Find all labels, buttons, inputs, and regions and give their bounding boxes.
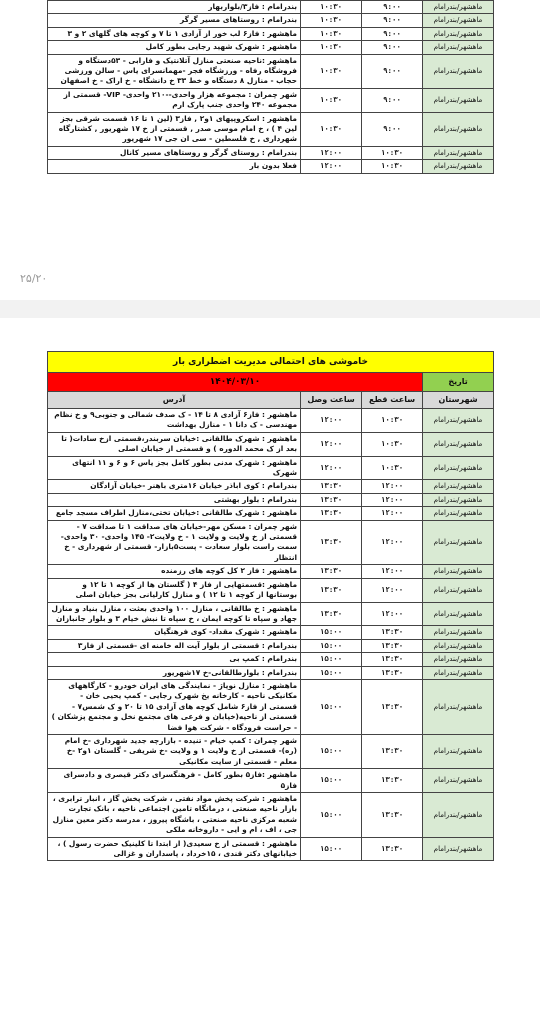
cell-city: ماهشهر/بندرامام [423, 1, 494, 14]
cell-address: بندرامام : فاز۳/بلواربهار [48, 1, 301, 14]
cell-city: ماهشهر/بندرامام [423, 639, 494, 652]
cell-end-time: ۱۲:۰۰ [301, 432, 362, 456]
cell-address: بندرامام : کمپ بی [48, 653, 301, 666]
cell-address: فعلا بدون بار [48, 160, 301, 173]
cell-start-time: ۱۳:۳۰ [362, 837, 423, 861]
cell-start-time: ۱۳:۳۰ [362, 679, 423, 734]
cell-city: ماهشهر/بندرامام [423, 837, 494, 861]
table-row [48, 146, 494, 159]
cell-start-time: ۱۲:۰۰ [362, 565, 423, 578]
table-row [48, 679, 494, 734]
cell-city: ماهشهر/بندرامام [423, 666, 494, 679]
cell-city: ماهشهر/بندرامام [423, 626, 494, 639]
table-row [48, 160, 494, 173]
cell-start-time: ۹:۰۰ [362, 1, 423, 14]
table-row [48, 480, 494, 493]
cell-start-time: ۱۲:۰۰ [362, 480, 423, 493]
cell-address: بندرامام : روستاهای مسیر گرگر [48, 14, 301, 27]
table-row [48, 793, 494, 838]
cell-start-time: ۱۰:۳۰ [362, 432, 423, 456]
cell-start-time: ۱۲:۰۰ [362, 520, 423, 565]
cell-end-time: ۱۲:۰۰ [301, 160, 362, 173]
table-row [48, 507, 494, 520]
cell-end-time: ۱۰:۳۰ [301, 112, 362, 146]
table-title: خاموشی های احتمالی مدیریت اضطراری بار [48, 352, 494, 373]
cell-start-time: ۱۳:۳۰ [362, 626, 423, 639]
cell-city: ماهشهر/بندرامام [423, 432, 494, 456]
cell-address: ماهشهر : شهرک مقداد- کوی فرهنگیان [48, 626, 301, 639]
header-address: آدرس [48, 392, 301, 409]
cell-end-time: ۱۵:۰۰ [301, 734, 362, 768]
cell-city: ماهشهر/بندرامام [423, 41, 494, 54]
page-number: ۲۵/۲۰ [20, 272, 48, 285]
cell-start-time: ۱۰:۳۰ [362, 160, 423, 173]
table-row [48, 112, 494, 146]
cell-city: ماهشهر/بندرامام [423, 456, 494, 480]
cell-address: ماهشهر : فاز۶ لب خور از آزادی ۱ تا ۷ و کوچه های گلهای ۲ و ۳ [48, 27, 301, 40]
cell-start-time: ۱۰:۳۰ [362, 456, 423, 480]
table-row [48, 639, 494, 652]
table-row [48, 41, 494, 54]
cell-city: ماهشهر/بندرامام [423, 734, 494, 768]
date-value: ۱۴۰۴/۰۳/۱۰ [48, 373, 423, 392]
table-row [48, 88, 494, 112]
cell-address: بندرامام : کوی اباذر خیابان ۱۶متری باهنر -خیابان آزادگان [48, 480, 301, 493]
cell-address: شهر چمران : مسکن مهر-خیابان های صداقت ۱ تا صداقت ۷ - قسمتی از خ ولایت و ولایت ۱ - خ ولایت۲- ۱۴۵ واحدی- ۳۰ واحدی-سمت راست بلوار سعادت - پست۵بازار- قسمتی از شهرداری - خ انتظار [48, 520, 301, 565]
cell-city: ماهشهر/بندرامام [423, 769, 494, 793]
cell-end-time: ۱۳:۳۰ [301, 493, 362, 506]
cell-end-time: ۱۲:۰۰ [301, 456, 362, 480]
cell-end-time: ۱۵:۰۰ [301, 793, 362, 838]
cell-start-time: ۱۲:۰۰ [362, 578, 423, 602]
cell-start-time: ۱۰:۳۰ [362, 409, 423, 433]
cell-end-time: ۱۳:۳۰ [301, 507, 362, 520]
cell-city: ماهشهر/بندرامام [423, 653, 494, 666]
cell-address: بندرامام : روستای گرگر و روستاهای مسیر کانال [48, 146, 301, 159]
cell-start-time: ۹:۰۰ [362, 88, 423, 112]
cell-city: ماهشهر/بندرامام [423, 578, 494, 602]
cell-city: ماهشهر/بندرامام [423, 14, 494, 27]
cell-address: ماهشهر : فاز۶ آزادی ۸ تا ۱۴ - ک صدف شمالی و جنوبی۹ و خ نظام مهندسی - ک دانا ۱ - منازل بهداشت [48, 409, 301, 433]
cell-start-time: ۱۳:۳۰ [362, 734, 423, 768]
cell-address: ماهشهر : شهرک طالقانی :خیابان سربندر،قسمتی ازخ سادات( تا بعد از ک محمد الدوره ) و قسمتی از خیابان اصلی [48, 432, 301, 456]
cell-address: ماهشهر :فاز۵ بطور کامل - فرهنگسرای دکتر قیصری و دادسرای فاز۵ [48, 769, 301, 793]
cell-start-time: ۱۳:۳۰ [362, 769, 423, 793]
cell-start-time: ۱۲:۰۰ [362, 493, 423, 506]
table-row [48, 602, 494, 626]
cell-city: ماهشهر/بندرامام [423, 507, 494, 520]
cell-end-time: ۱۵:۰۰ [301, 639, 362, 652]
cell-end-time: ۱۰:۳۰ [301, 41, 362, 54]
cell-address: ماهشهر : شرکت پخش مواد نفتی ، شرکت پخش گاز ، انبار ترابری ، بازار ناحیه صنعتی ، درمانگاه تامین اجتماعی ناحیه ، بانک تجارت شعبه مرکزی ناحیه صنعتی ، باشگاه پیروز ، مدرسه دکتر معین منازل جی ، اف ، ام و ایی - داروخانه ملکی [48, 793, 301, 838]
cell-end-time: ۱۳:۳۰ [301, 578, 362, 602]
cell-city: ماهشهر/بندرامام [423, 565, 494, 578]
table-row [48, 626, 494, 639]
cell-start-time: ۱۳:۳۰ [362, 666, 423, 679]
cell-city: ماهشهر/بندرامام [423, 679, 494, 734]
outage-table-bottom [47, 351, 494, 861]
table-row [48, 769, 494, 793]
table-row [48, 520, 494, 565]
table-row [48, 432, 494, 456]
header-row [48, 392, 494, 409]
cell-start-time: ۱۳:۳۰ [362, 639, 423, 652]
header-start: ساعت قطع [362, 392, 423, 409]
top-table-container [47, 0, 493, 174]
cell-end-time: ۱۲:۰۰ [301, 409, 362, 433]
cell-end-time: ۱۲:۰۰ [301, 146, 362, 159]
bottom-table-container [47, 351, 493, 861]
outage-table-top [47, 0, 494, 174]
header-city: شهرستان [423, 392, 494, 409]
cell-end-time: ۱۳:۳۰ [301, 480, 362, 493]
cell-end-time: ۱۳:۳۰ [301, 520, 362, 565]
cell-address: ماهشهر : قسمتی از خ سعیدی( از ابتدا تا کلینیک حضرت رسول ) ، خیابانهای دکتر قندی ، ۱۵خرداد ، پاسداران و غزالی [48, 837, 301, 861]
table-row [48, 409, 494, 433]
cell-end-time: ۱۳:۳۰ [301, 602, 362, 626]
cell-end-time: ۱۰:۳۰ [301, 27, 362, 40]
cell-end-time: ۱۵:۰۰ [301, 626, 362, 639]
table-row [48, 456, 494, 480]
cell-address: شهر چمران : کمپ خیام - تنیده - بازارچه جدید شهرداری -خ امام (ره)- قسمتی از خ ولایت ۱ و ولایت -خ شریفی - گلستان ۱و۲ -خ معلم - قسمتی از سایت مکانیکی [48, 734, 301, 768]
cell-address: ماهشهر : اسکروپیهای ۱و۲ , فاز۳ (لین ۱ تا ۱۶ قسمت شرقی بجز لین ۴ ) ، خ امام موسی صدر , قسمتی از خ ۱۷ شهریور , کشتارگاه شهرداری , خ فلسطین - سی ان جی ۱۷ شهریور [48, 112, 301, 146]
cell-city: ماهشهر/بندرامام [423, 602, 494, 626]
cell-end-time: ۱۰:۳۰ [301, 14, 362, 27]
cell-start-time: ۹:۰۰ [362, 41, 423, 54]
table-row [48, 734, 494, 768]
cell-address: ماهشهر :قسمتهایی از فاز ۴ ( گلستان ها از کوچه ۱ تا ۱۲ و بوستانها از کوچه ۱ تا ۱۲ ) و منازل کارلیانی بجز خیابان اصلی [48, 578, 301, 602]
cell-address: بندرامام : بلوار بهشتی [48, 493, 301, 506]
cell-end-time: ۱۵:۰۰ [301, 679, 362, 734]
cell-end-time: ۱۳:۳۰ [301, 565, 362, 578]
cell-end-time: ۱۵:۰۰ [301, 653, 362, 666]
cell-start-time: ۱۲:۰۰ [362, 602, 423, 626]
cell-start-time: ۱۳:۳۰ [362, 653, 423, 666]
cell-city: ماهشهر/بندرامام [423, 27, 494, 40]
table-row [48, 565, 494, 578]
cell-start-time: ۹:۰۰ [362, 54, 423, 88]
cell-city: ماهشهر/بندرامام [423, 54, 494, 88]
cell-start-time: ۱۲:۰۰ [362, 507, 423, 520]
cell-address: ماهشهر : شهرک طالقانی :خیابان تختی،منازل اطراف مسجد جامع [48, 507, 301, 520]
cell-address: ماهشهر :ناحیه صنعتی منازل آتلانتیک و فارابی - ۵۳دستگاه و فروشگاه رفاه - ورزشگاه فجر -مهمانسرای یاس - سالن ورزشی حجاب - منازل ۸ دستگاه و خط ۳۳ خ دانشگاه - خ اراک - خ اصفهان [48, 54, 301, 88]
date-row [48, 373, 494, 392]
cell-start-time: ۹:۰۰ [362, 27, 423, 40]
cell-address: بندرامام : قسمتی از بلوار آیت اله خامنه ای -قسمتی از فاز۳ [48, 639, 301, 652]
cell-city: ماهشهر/بندرامام [423, 520, 494, 565]
cell-end-time: ۱۰:۳۰ [301, 88, 362, 112]
cell-city: ماهشهر/بندرامام [423, 146, 494, 159]
cell-address: شهر چمران : مجموعه هزار واحدی--۲۱۰ واحدی- VIP- قسمتی از مجموعه ۲۴۰ واحدی جنب پارک ارم [48, 88, 301, 112]
cell-address: ماهشهر : شهرک مدنی بطور کامل بجز یاس ۶ و ۶ و ۱۱ انتهای شهرک [48, 456, 301, 480]
cell-city: ماهشهر/بندرامام [423, 493, 494, 506]
header-end: ساعت وصل [301, 392, 362, 409]
cell-start-time: ۱۳:۳۰ [362, 793, 423, 838]
date-label: تاریخ [423, 373, 494, 392]
cell-start-time: ۹:۰۰ [362, 112, 423, 146]
cell-city: ماهشهر/بندرامام [423, 409, 494, 433]
table-row [48, 14, 494, 27]
cell-city: ماهشهر/بندرامام [423, 793, 494, 838]
table-row [48, 54, 494, 88]
cell-city: ماهشهر/بندرامام [423, 88, 494, 112]
table-row [48, 27, 494, 40]
table-row [48, 666, 494, 679]
cell-end-time: ۱۵:۰۰ [301, 666, 362, 679]
table-row [48, 653, 494, 666]
cell-end-time: ۱۰:۳۰ [301, 54, 362, 88]
cell-address: ماهشهر : خ طالقانی ، منازل ۱۰۰ واحدی بعثت ، منازل بنیاد و منازل جهاد و سپاه تا کوچه ایمان ، خ سپاه تا نبش خیام ۳ و بلوار جانبازان [48, 602, 301, 626]
cell-end-time: ۱۰:۳۰ [301, 1, 362, 14]
table-row [48, 493, 494, 506]
table-row [48, 578, 494, 602]
table-row [48, 1, 494, 14]
cell-city: ماهشهر/بندرامام [423, 480, 494, 493]
cell-address: ماهشهر : فاز ۲ کل کوچه های رزمنده [48, 565, 301, 578]
cell-end-time: ۱۵:۰۰ [301, 837, 362, 861]
cell-address: بندرامام : بلوارطالقانی-خ ۱۷شهریور [48, 666, 301, 679]
cell-start-time: ۹:۰۰ [362, 14, 423, 27]
cell-address: ماهشهر : منازل نوپاژ - نمایندگی های ایران خودرو - کارگاههای مکانیکی ناحیه - کارخانه یخ شهرک رجایی - کمپ یحیی خان - قسمتی از فاز۶ شامل کوچه های آزادی ۱۵ تا ۲۰ و ک شمس۷ - قسمتی از ناحیه(خیابان و فرعی های مجتمع نخل و مجتمع پزشکان ) - حراست فرودگاه - شرکت هوا فضا [48, 679, 301, 734]
table-title-row [48, 352, 494, 373]
cell-city: ماهشهر/بندرامام [423, 112, 494, 146]
cell-end-time: ۱۵:۰۰ [301, 769, 362, 793]
cell-start-time: ۱۰:۳۰ [362, 146, 423, 159]
table-row [48, 837, 494, 861]
cell-city: ماهشهر/بندرامام [423, 160, 494, 173]
cell-address: ماهشهر : شهرک شهید رجایی بطور کامل [48, 41, 301, 54]
page-divider [0, 300, 540, 318]
